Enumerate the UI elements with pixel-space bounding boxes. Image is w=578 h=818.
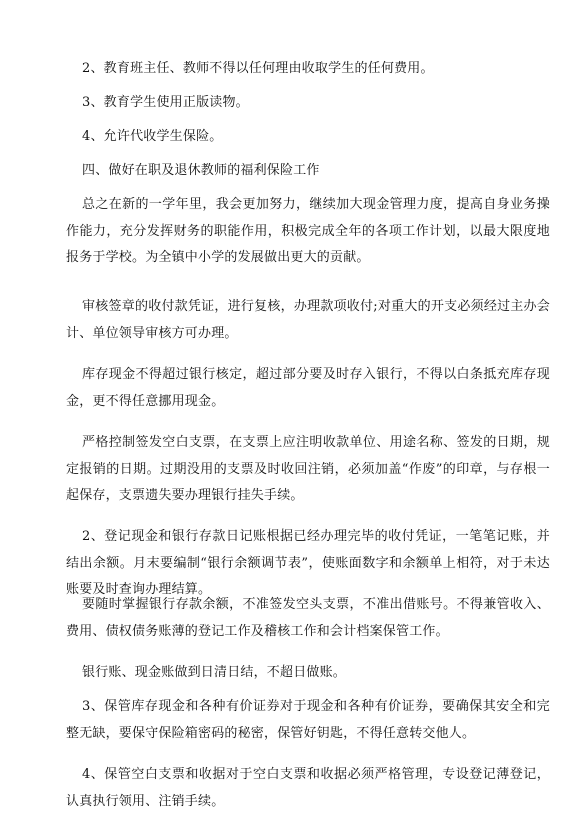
paragraph-daily-settlement: 银行账、现金账做到日清日结，不超日做账。 bbox=[82, 665, 347, 680]
summary-paragraph bbox=[66, 192, 550, 272]
list-item-2: 2、教育班主任、教师不得以任何理由收取学生的任何费用。 bbox=[82, 61, 434, 76]
section-heading-four: 四、做好在职及退休教师的福利保险工作 bbox=[82, 163, 320, 178]
summary-paragraph-text: 总之在新的一学年里，我会更加努力，继续加大现金管理力度，提高自身业务操作能力，充分发挥财务的职能作用，积极完成全年的各项工作计划，以最大限度地报务于学校。为全镇中小学的发展做出更大的贡献。 bbox=[66, 197, 550, 265]
paragraph-safekeeping: 3、保管库存现金和各种有价证券对于现金和各种有价证券，要确保其安全和完整无缺，要保守保险箱密码的秘密，保管好钥匙，不得任意转交他人。 bbox=[66, 699, 550, 741]
paragraph-bank-balance: 要随时掌握银行存款余额，不准签发空头支票，不准出借账号。不得兼管收入、费用、债权债务账薄的登记工作及稽核工作和会计档案保管工作。 bbox=[66, 597, 550, 639]
paragraph-ledger: 2、登记现金和银行存款日记账根据已经办理完毕的收付凭证，一笔笔记账，并结出余额。月末要编制“银行余额调节表”，使账面数字和余额单上相符，对于未达账要及时查询办理结算。 bbox=[66, 529, 550, 597]
list-item-4: 4、允许代收学生保险。 bbox=[82, 129, 223, 144]
paragraph-blank-checks: 严格控制签发空白支票，在支票上应注明收款单位、用途名称、签发的日期，规定报销的日期。过期没用的支票及时收回注销，必须加盖“作废”的印章，与存根一起保存，支票遗失要办理银行挂失手续。 bbox=[66, 435, 550, 503]
list-item-3: 3、教育学生使用正版读物。 bbox=[82, 95, 249, 110]
paragraph-audit: 审核签章的收付款凭证，进行复核，办理款项收付;对重大的开支必须经过主办会计、单位领导审核方可办理。 bbox=[66, 299, 550, 341]
paragraph-receipts: 4、保管空白支票和收据对于空白支票和收据必须严格管理，专设登记薄登记，认真执行领用、注销手续。 bbox=[66, 767, 550, 809]
paragraph-cash-limit: 库存现金不得超过银行核定，超过部分要及时存入银行，不得以白条抵充库存现金，更不得任意挪用现金。 bbox=[66, 367, 550, 409]
